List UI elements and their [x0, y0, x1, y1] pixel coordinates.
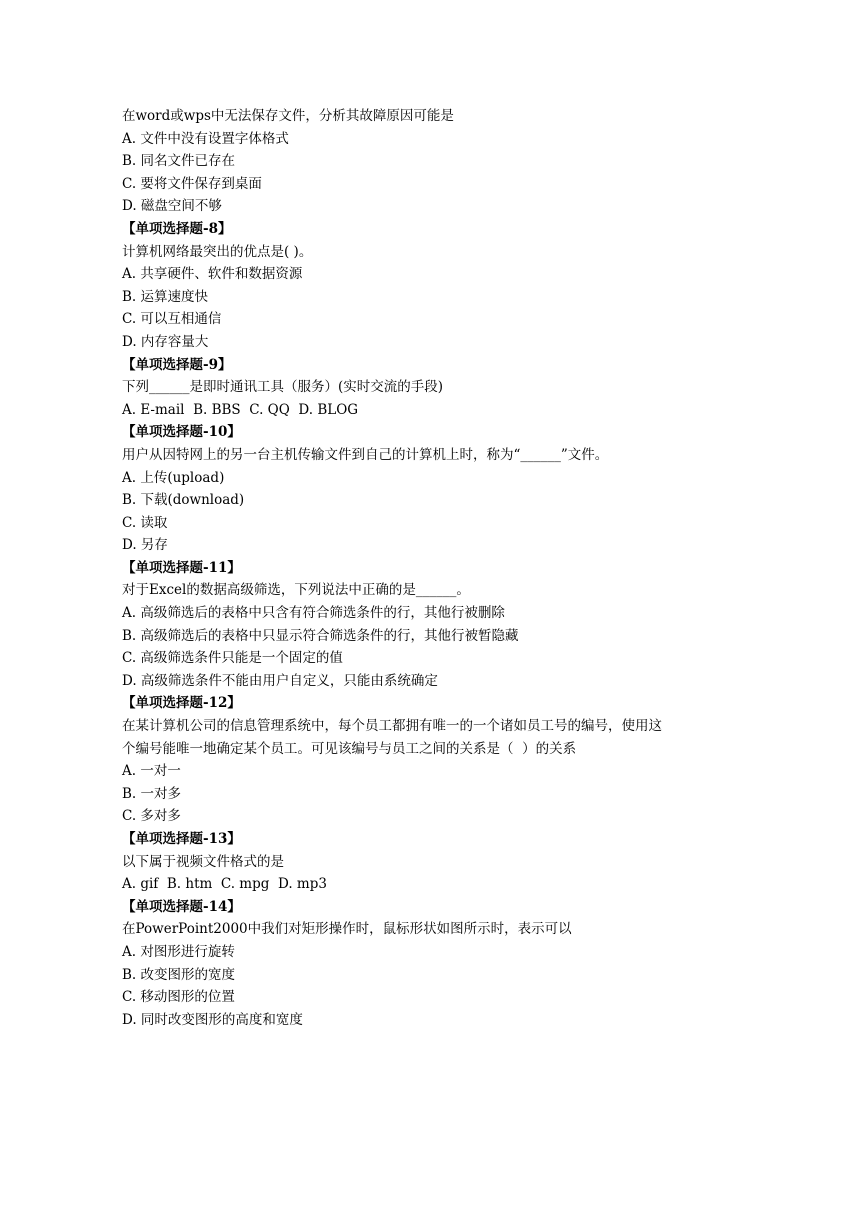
- document-body: [122, 105, 732, 1031]
- answer-option: D. 另存: [122, 537, 168, 554]
- question-stem: 计算机网络最突出的优点是( )。: [122, 243, 313, 260]
- answer-option: A. 共享硬件、软件和数据资源: [122, 266, 303, 283]
- answer-option: D. 高级筛选条件不能由用户自定义，只能由系统确定: [122, 672, 438, 689]
- question-heading: 【单项选择题-10】: [122, 424, 241, 441]
- answer-option: C. 多对多: [122, 808, 181, 825]
- question-heading: 【单项选择题-11】: [122, 559, 241, 576]
- question-heading: 【单项选择题-14】: [122, 898, 241, 915]
- answer-option: B. 改变图形的宽度: [122, 966, 236, 983]
- answer-option: C. 可以互相通信: [122, 311, 222, 328]
- answer-option: C. 移动图形的位置: [122, 989, 235, 1006]
- answer-option: A. 一对一: [122, 763, 181, 780]
- answer-option: A. 文件中没有设置字体格式: [122, 130, 289, 147]
- question-stem: 以下属于视频文件格式的是: [122, 853, 284, 870]
- question-heading: 【单项选择题-9】: [122, 356, 232, 373]
- answer-options-inline: A. gif B. htm C. mpg D. mp3: [122, 876, 327, 893]
- answer-options-inline: A. E-mail B. BBS C. QQ D. BLOG: [122, 401, 359, 418]
- question-heading: 【单项选择题-13】: [122, 831, 241, 847]
- question-heading: 【单项选择题-8】: [122, 220, 232, 237]
- answer-option: B. 同名文件已存在: [122, 153, 236, 170]
- answer-option: A. 上传(upload): [122, 469, 225, 486]
- answer-option: D. 同时改变图形的高度和宽度: [122, 1011, 303, 1028]
- question-stem: 在word或wps中无法保存文件，分析其故障原因可能是: [122, 108, 454, 124]
- answer-option: B. 一对多: [122, 785, 182, 802]
- question-heading: 【单项选择题-12】: [122, 695, 241, 712]
- question-stem: 对于Excel的数据高级筛选，下列说法中正确的是______。: [122, 582, 470, 599]
- answer-option: B. 下载(download): [122, 492, 245, 509]
- question-stem-continued: 个编号能唯一地确定某个员工。可见该编号与员工之间的关系是（ ）的关系: [122, 740, 577, 757]
- question-stem: 下列______是即时通讯工具（服务）(实时交流的手段): [122, 379, 444, 396]
- answer-option: B. 运算速度快: [122, 288, 209, 305]
- answer-option: D. 磁盘空间不够: [122, 198, 222, 215]
- answer-option: A. 对图形进行旋转: [122, 943, 235, 960]
- answer-option: C. 高级筛选条件只能是一个固定的值: [122, 650, 343, 667]
- question-stem: 在PowerPoint2000中我们对矩形操作时，鼠标形状如图所示时，表示可以: [122, 921, 572, 938]
- answer-option: A. 高级筛选后的表格中只含有符合筛选条件的行，其他行被删除: [122, 605, 505, 622]
- answer-option: D. 内存容量大: [122, 333, 209, 350]
- question-stem: 在某计算机公司的信息管理系统中，每个员工都拥有唯一的一个诸如员工号的编号，使用这: [122, 718, 662, 735]
- answer-option: B. 高级筛选后的表格中只显示符合筛选条件的行，其他行被暂隐藏: [122, 627, 519, 644]
- answer-option: C. 要将文件保存到桌面: [122, 175, 262, 192]
- question-stem: 用户从因特网上的另一台主机传输文件到自己的计算机上时，称为“______”文件。: [122, 446, 609, 463]
- answer-option: C. 读取: [122, 514, 168, 531]
